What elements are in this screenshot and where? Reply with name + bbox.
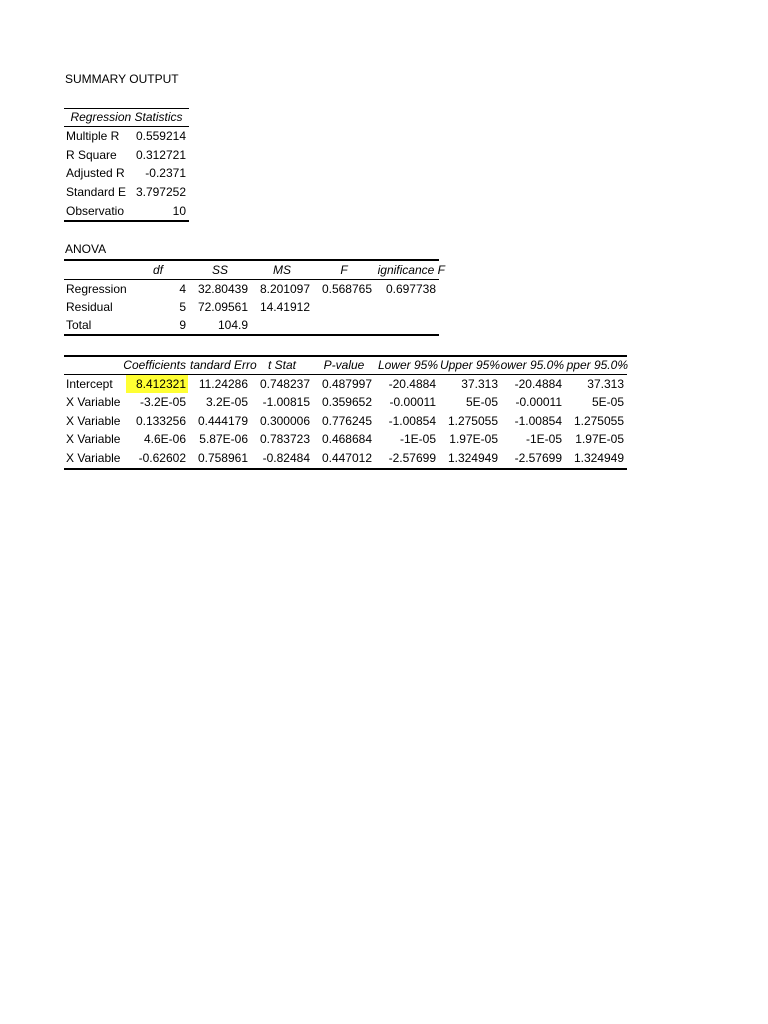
coef-cell: 1.97E-05 xyxy=(449,432,498,446)
coef-cell: -20.4884 xyxy=(514,377,562,391)
coef-cell: -1E-05 xyxy=(399,432,436,446)
anova-cell: 5 xyxy=(179,300,186,314)
coef-cell: 0.776245 xyxy=(321,414,372,428)
regstats-header: Regression Statistics xyxy=(70,110,183,124)
coef-cell: 4.6E-06 xyxy=(143,432,186,446)
anova-col-header: df xyxy=(152,263,163,277)
coef-cell: 0.748237 xyxy=(259,377,310,391)
regstats-value: -0.2371 xyxy=(145,166,186,180)
coef-cell: 0.359652 xyxy=(321,395,372,409)
coef-cell: 3.2E-05 xyxy=(205,395,248,409)
coef-cell: -1.00854 xyxy=(388,414,436,428)
coef-cell: 0.468684 xyxy=(321,432,372,446)
regstats-label: Adjusted R xyxy=(66,166,125,180)
anova-title: ANOVA xyxy=(65,242,107,256)
anova-cell: 0.568765 xyxy=(321,282,372,296)
page-title: SUMMARY OUTPUT xyxy=(65,72,179,86)
coef-cell: 0.133256 xyxy=(135,414,186,428)
coef-col-header: ower 95.0% xyxy=(500,358,564,372)
coef-cell: -1.00854 xyxy=(514,414,562,428)
coef-cell: 0.758961 xyxy=(197,451,248,465)
anova-cell: 9 xyxy=(179,318,186,332)
coef-cell: -2.57699 xyxy=(388,451,436,465)
regstats-label: Multiple R xyxy=(66,129,120,143)
coef-cell: 0.487997 xyxy=(321,377,372,391)
anova-col-header: MS xyxy=(273,263,291,277)
coef-cell: 1.97E-05 xyxy=(575,432,624,446)
anova-col-header: F xyxy=(340,263,348,277)
coef-cell: -1E-05 xyxy=(525,432,562,446)
regstats-label: R Square xyxy=(66,148,117,162)
regstats-label: Observatio xyxy=(66,204,125,218)
coef-cell: 37.313 xyxy=(587,377,624,391)
coef-cell: 11.24286 xyxy=(198,377,248,391)
coef-cell: -0.62602 xyxy=(138,451,186,465)
anova-bottom-rule xyxy=(64,334,439,336)
coef-cell: 0.783723 xyxy=(259,432,310,446)
coef-cell: 1.324949 xyxy=(447,451,498,465)
anova-cell: 8.201097 xyxy=(259,282,310,296)
coef-row-label: X Variable xyxy=(66,395,121,409)
coef-cell: 0.444179 xyxy=(197,414,248,428)
coef-cell: 0.447012 xyxy=(321,451,372,465)
coef-cell: -20.4884 xyxy=(388,377,436,391)
coef-col-header: Coefficients xyxy=(123,358,186,372)
anova-cell: 4 xyxy=(179,282,186,296)
anova-row-label: Regression xyxy=(66,282,127,296)
anova-col-header: ignificance F xyxy=(377,263,445,277)
coef-cell: 5E-05 xyxy=(465,395,498,409)
coef-bottom-rule xyxy=(64,468,627,470)
regstats-label: Standard E xyxy=(66,185,127,199)
anova-cell: 0.697738 xyxy=(385,282,436,296)
coef-cell: 1.275055 xyxy=(447,414,498,428)
regstats-value: 0.312721 xyxy=(135,148,186,162)
coef-col-header: Lower 95% xyxy=(377,358,438,372)
coef-cell: 1.324949 xyxy=(573,451,624,465)
coef-col-header: pper 95.0% xyxy=(566,358,628,372)
coef-row-label: X Variable xyxy=(66,414,121,428)
anova-row-label: Residual xyxy=(66,300,113,314)
coef-col-header: P-value xyxy=(323,358,365,372)
coef-cell: 37.313 xyxy=(461,377,498,391)
coef-cell: 5E-05 xyxy=(591,395,624,409)
coef-row-label: Intercept xyxy=(66,377,113,391)
coef-row-label: X Variable xyxy=(66,432,121,446)
coef-cell-highlighted: 8.412321 xyxy=(126,375,188,393)
anova-cell: 72.09561 xyxy=(197,300,248,314)
coef-cell: -0.00011 xyxy=(389,395,436,409)
coef-cell: -3.2E-05 xyxy=(139,395,186,409)
coef-cell: 0.300006 xyxy=(259,414,310,428)
anova-col-header: SS xyxy=(211,263,228,277)
coef-col-header: t Stat xyxy=(267,358,296,372)
coef-cell: 1.275055 xyxy=(573,414,624,428)
regstats-value: 10 xyxy=(172,204,186,218)
anova-row-label: Total xyxy=(66,318,92,332)
coef-row-label: X Variable xyxy=(66,451,121,465)
regstats-bottom-rule xyxy=(64,220,189,222)
regstats-value: 3.797252 xyxy=(135,185,186,199)
anova-cell: 104.9 xyxy=(217,318,248,332)
coef-cell: -0.82484 xyxy=(262,451,310,465)
coef-cell: 5.87E-06 xyxy=(199,432,248,446)
anova-cell: 14.41912 xyxy=(259,300,310,314)
coef-col-header: tandard Erro xyxy=(190,358,257,372)
regstats-value: 0.559214 xyxy=(135,129,186,143)
coef-col-header: Upper 95% xyxy=(439,358,500,372)
coef-cell: -2.57699 xyxy=(514,451,562,465)
coef-cell: -0.00011 xyxy=(515,395,562,409)
anova-cell: 32.80439 xyxy=(197,282,248,296)
coef-cell: -1.00815 xyxy=(262,395,310,409)
